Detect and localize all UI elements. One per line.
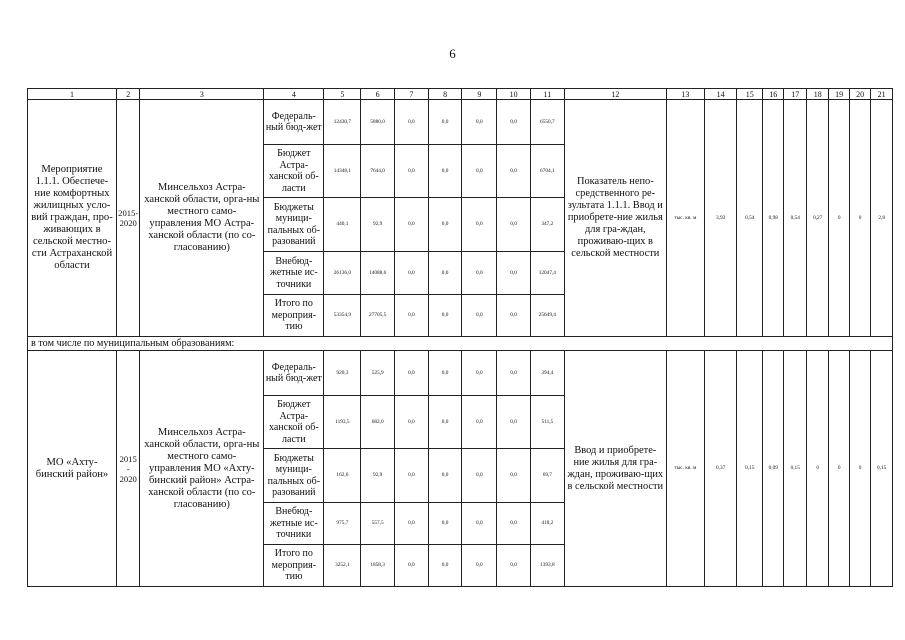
value-cell: 14348,1 xyxy=(324,145,361,198)
value-cell: 69,7 xyxy=(530,449,564,503)
value-cell: 0,0 xyxy=(428,100,462,145)
value-cell: 0,0 xyxy=(428,252,462,295)
funding-source-cell: Федераль-ный бюд-жет xyxy=(264,100,324,145)
value-cell: 25649,4 xyxy=(530,295,564,337)
table-row xyxy=(28,100,893,145)
value-cell: 0,0 xyxy=(428,396,462,449)
funding-source-cell: Бюджеты муници-пальных об-разований xyxy=(264,198,324,252)
value-cell: 1858,3 xyxy=(361,545,395,587)
target-value-cell: 0 xyxy=(806,351,828,587)
period-cell: 2015 - 2020 xyxy=(116,351,140,587)
column-header: 19 xyxy=(829,89,849,100)
value-cell: 0,0 xyxy=(428,449,462,503)
value-cell: 0,0 xyxy=(462,198,497,252)
value-cell: 3252,1 xyxy=(324,545,361,587)
value-cell: 1393,8 xyxy=(530,545,564,587)
page-number: 6 xyxy=(449,46,456,61)
funding-source-cell: Бюджет Астра-ханской об-ласти xyxy=(264,145,324,198)
column-header: 10 xyxy=(497,89,531,100)
section-row xyxy=(28,337,893,351)
value-cell: 0,0 xyxy=(462,396,497,449)
value-cell: 0,0 xyxy=(395,198,429,252)
target-value-cell: 0,37 xyxy=(704,351,737,587)
value-cell: 0,0 xyxy=(462,145,497,198)
value-cell: 682,0 xyxy=(361,396,395,449)
target-value-cell: 0,27 xyxy=(806,100,828,337)
value-cell: 92,9 xyxy=(361,449,395,503)
value-cell: 1193,5 xyxy=(324,396,361,449)
column-header: 6 xyxy=(361,89,395,100)
target-value-cell: 0 xyxy=(829,351,849,587)
funding-source-cell: Итого по мероприя-тию xyxy=(264,295,324,337)
column-header: 14 xyxy=(704,89,737,100)
event-name-cell: Мероприятие 1.1.1. Обеспече-ние комфортных жилищных усло-вий граждан, про-живающих в сельской местно-сти Астраханской области xyxy=(28,100,117,337)
value-cell: 14088,6 xyxy=(361,252,395,295)
value-cell: 0,0 xyxy=(395,449,429,503)
column-header: 3 xyxy=(140,89,264,100)
value-cell: 0,0 xyxy=(497,198,531,252)
value-cell: 92,9 xyxy=(361,198,395,252)
column-header: 18 xyxy=(806,89,828,100)
funding-source-cell: Бюджеты муници-пальных об-разований xyxy=(264,449,324,503)
value-cell: 12047,4 xyxy=(530,252,564,295)
budget-table xyxy=(27,88,893,587)
column-header-row xyxy=(28,89,893,100)
column-header: 17 xyxy=(784,89,806,100)
unit-cell: тыс. кв. м xyxy=(666,351,704,587)
column-header: 7 xyxy=(395,89,429,100)
target-value-cell: 0,15 xyxy=(737,351,763,587)
target-value-cell: 2,8 xyxy=(871,100,893,337)
value-cell: 0,0 xyxy=(395,396,429,449)
target-value-cell: 0 xyxy=(829,100,849,337)
table-row xyxy=(28,351,893,396)
table-body xyxy=(28,89,893,587)
value-cell: 0,0 xyxy=(462,252,497,295)
target-value-cell: 3,93 xyxy=(704,100,737,337)
value-cell: 0,0 xyxy=(497,351,531,396)
column-header: 5 xyxy=(324,89,361,100)
target-value-cell: 0,54 xyxy=(737,100,763,337)
column-header: 15 xyxy=(737,89,763,100)
value-cell: 0,0 xyxy=(462,449,497,503)
value-cell: 394,4 xyxy=(530,351,564,396)
value-cell: 0,0 xyxy=(395,545,429,587)
value-cell: 440,1 xyxy=(324,198,361,252)
value-cell: 0,0 xyxy=(395,100,429,145)
column-header: 16 xyxy=(763,89,784,100)
column-header: 9 xyxy=(462,89,497,100)
value-cell: 511,5 xyxy=(530,396,564,449)
funding-source-cell: Федераль-ный бюд-жет xyxy=(264,351,324,396)
value-cell: 6704,1 xyxy=(530,145,564,198)
value-cell: 12430,7 xyxy=(324,100,361,145)
section-label: в том числе по муниципальным образованиям: xyxy=(28,337,893,351)
target-value-cell: 0 xyxy=(849,100,870,337)
period-cell: 2015-2020 xyxy=(116,100,140,337)
value-cell: 0,0 xyxy=(395,252,429,295)
value-cell: 418,2 xyxy=(530,503,564,545)
value-cell: 0,0 xyxy=(395,295,429,337)
value-cell: 0,0 xyxy=(395,503,429,545)
column-header: 1 xyxy=(28,89,117,100)
value-cell: 0,0 xyxy=(428,503,462,545)
target-value-cell: 0,09 xyxy=(763,351,784,587)
value-cell: 347,2 xyxy=(530,198,564,252)
executor-cell: Минсельхоз Астра-ханской области, орга-ны местного само-управления МО «Ахту-бинский район» Астра-ханской области (по со-гласованию) xyxy=(140,351,264,587)
value-cell: 525,9 xyxy=(361,351,395,396)
value-cell: 0,0 xyxy=(462,295,497,337)
funding-source-cell: Бюджет Астра-ханской об-ласти xyxy=(264,396,324,449)
value-cell: 0,0 xyxy=(497,295,531,337)
target-value-cell: 0,15 xyxy=(784,351,806,587)
column-header: 20 xyxy=(849,89,870,100)
target-value-cell: 0,98 xyxy=(763,100,784,337)
value-cell: 0,0 xyxy=(462,351,497,396)
funding-source-cell: Внебюд-жетные ис-точники xyxy=(264,252,324,295)
value-cell: 0,0 xyxy=(462,545,497,587)
indicator-cell: Ввод и приобрете-ние жилья для гра-ждан, проживаю-щих в сельской местности xyxy=(564,351,666,587)
column-header: 2 xyxy=(116,89,140,100)
value-cell: 0,0 xyxy=(462,503,497,545)
value-cell: 26136,0 xyxy=(324,252,361,295)
value-cell: 0,0 xyxy=(428,198,462,252)
value-cell: 162,6 xyxy=(324,449,361,503)
value-cell: 0,0 xyxy=(497,503,531,545)
value-cell: 7644,0 xyxy=(361,145,395,198)
column-header: 4 xyxy=(264,89,324,100)
column-header: 21 xyxy=(871,89,893,100)
value-cell: 0,0 xyxy=(497,252,531,295)
value-cell: 6550,7 xyxy=(530,100,564,145)
value-cell: 0,0 xyxy=(462,100,497,145)
column-header: 12 xyxy=(564,89,666,100)
value-cell: 5880,0 xyxy=(361,100,395,145)
target-value-cell: 0 xyxy=(849,351,870,587)
value-cell: 557,5 xyxy=(361,503,395,545)
value-cell: 0,0 xyxy=(395,145,429,198)
executor-cell: Минсельхоз Астра-ханской области, орга-ны местного само-управления МО Астра-ханской области (по со-гласованию) xyxy=(140,100,264,337)
value-cell: 0,0 xyxy=(395,351,429,396)
unit-cell: тыс. кв. м xyxy=(666,100,704,337)
value-cell: 53354,9 xyxy=(324,295,361,337)
value-cell: 0,0 xyxy=(428,351,462,396)
indicator-cell: Показатель непо-средственного ре-зультата 1.1.1. Ввод и приобрете-ние жилья для гра-ждан, проживаю-щих в сельской местности xyxy=(564,100,666,337)
value-cell: 0,0 xyxy=(497,449,531,503)
value-cell: 0,0 xyxy=(497,145,531,198)
target-value-cell: 0,54 xyxy=(784,100,806,337)
value-cell: 0,0 xyxy=(428,145,462,198)
value-cell: 27705,5 xyxy=(361,295,395,337)
value-cell: 0,0 xyxy=(497,396,531,449)
value-cell: 0,0 xyxy=(497,545,531,587)
target-value-cell: 0,15 xyxy=(871,351,893,587)
value-cell: 920,3 xyxy=(324,351,361,396)
value-cell: 0,0 xyxy=(497,100,531,145)
event-name-cell: МО «Ахту-бинский район» xyxy=(28,351,117,587)
column-header: 11 xyxy=(530,89,564,100)
funding-source-cell: Итого по мероприя-тию xyxy=(264,545,324,587)
funding-source-cell: Внебюд-жетные ис-точники xyxy=(264,503,324,545)
column-header: 8 xyxy=(428,89,462,100)
value-cell: 0,0 xyxy=(428,545,462,587)
value-cell: 975,7 xyxy=(324,503,361,545)
value-cell: 0,0 xyxy=(428,295,462,337)
column-header: 13 xyxy=(666,89,704,100)
